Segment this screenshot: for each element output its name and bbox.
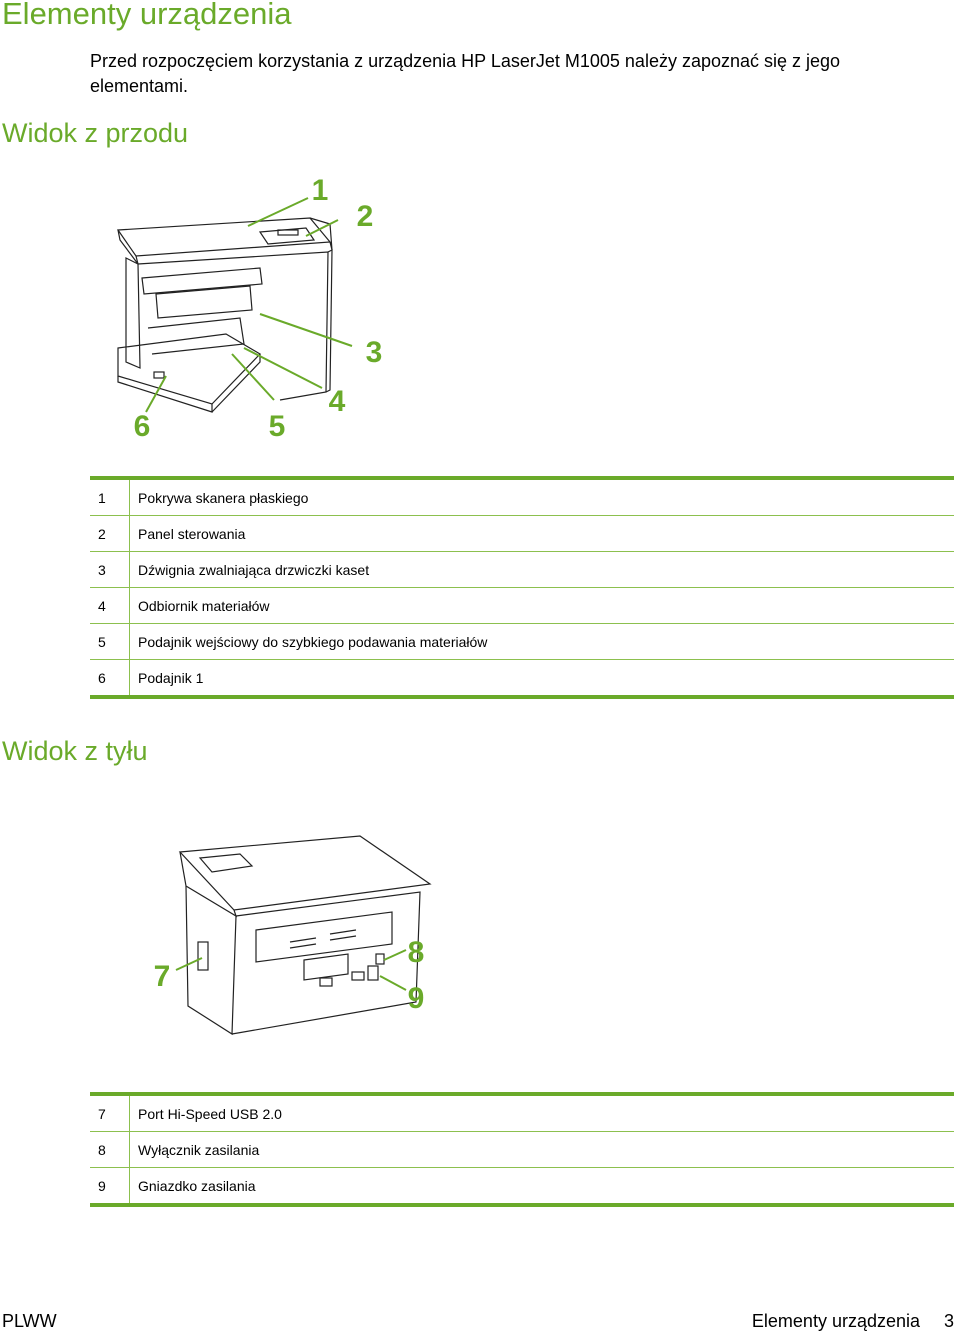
front-view-heading: Widok z przodu — [2, 118, 189, 148]
legend-row — [90, 480, 954, 516]
legend-number: 2 — [90, 516, 130, 551]
callout-8: 8 — [407, 936, 425, 969]
legend-label: Dźwignia zwalniająca drzwiczki kaset — [138, 561, 370, 578]
callout-4: 4 — [328, 385, 346, 418]
legend-number: 7 — [90, 1096, 130, 1131]
page-number: 3 — [943, 1311, 954, 1331]
legend-row — [90, 1168, 954, 1204]
callout-7: 7 — [153, 960, 171, 993]
callout-3: 3 — [365, 336, 383, 369]
callout-9: 9 — [407, 982, 425, 1015]
intro-paragraph: Przed rozpoczęciem korzystania z urządzenia HP LaserJet M1005 należy zapoznać się z jego elementami. — [90, 51, 841, 96]
footer-left: PLWW — [2, 1311, 57, 1331]
front-view-printer-illustration — [100, 168, 410, 448]
legend-bottom-rule — [90, 695, 954, 699]
legend-label: Port Hi-Speed USB 2.0 — [138, 1105, 282, 1122]
legend-label: Odbiornik materiałów — [138, 597, 270, 614]
legend-row — [90, 516, 954, 552]
rear-view-heading: Widok z tyłu — [2, 736, 148, 766]
legend-label: Podajnik 1 — [138, 669, 204, 686]
legend-number: 3 — [90, 552, 130, 587]
rear-view-printer-illustration — [140, 826, 440, 1056]
legend-row — [90, 624, 954, 660]
legend-number: 5 — [90, 624, 130, 659]
callout-1: 1 — [311, 174, 329, 207]
rear-legend-table — [90, 1092, 954, 1207]
legend-label: Podajnik wejściowy do szybkiego podawania materiałów — [138, 633, 488, 650]
legend-label: Pokrywa skanera płaskiego — [138, 489, 309, 506]
legend-row — [90, 552, 954, 588]
legend-number: 1 — [90, 480, 130, 515]
legend-label: Panel sterowania — [138, 525, 246, 542]
footer-section-title: Elementy urządzenia — [751, 1311, 920, 1331]
legend-row — [90, 660, 954, 696]
front-legend-table — [90, 476, 954, 699]
legend-number: 8 — [90, 1132, 130, 1167]
legend-row — [90, 1132, 954, 1168]
legend-number: 4 — [90, 588, 130, 623]
callout-2: 2 — [356, 200, 374, 233]
callout-6: 6 — [133, 410, 151, 443]
legend-label: Gniazdko zasilania — [138, 1177, 256, 1194]
page-title: Elementy urządzenia — [2, 0, 292, 31]
legend-label: Wyłącznik zasilania — [138, 1141, 260, 1158]
legend-number: 9 — [90, 1168, 130, 1203]
legend-row — [90, 588, 954, 624]
legend-row — [90, 1096, 954, 1132]
legend-bottom-rule — [90, 1203, 954, 1207]
legend-number: 6 — [90, 660, 130, 695]
callout-5: 5 — [268, 410, 286, 443]
